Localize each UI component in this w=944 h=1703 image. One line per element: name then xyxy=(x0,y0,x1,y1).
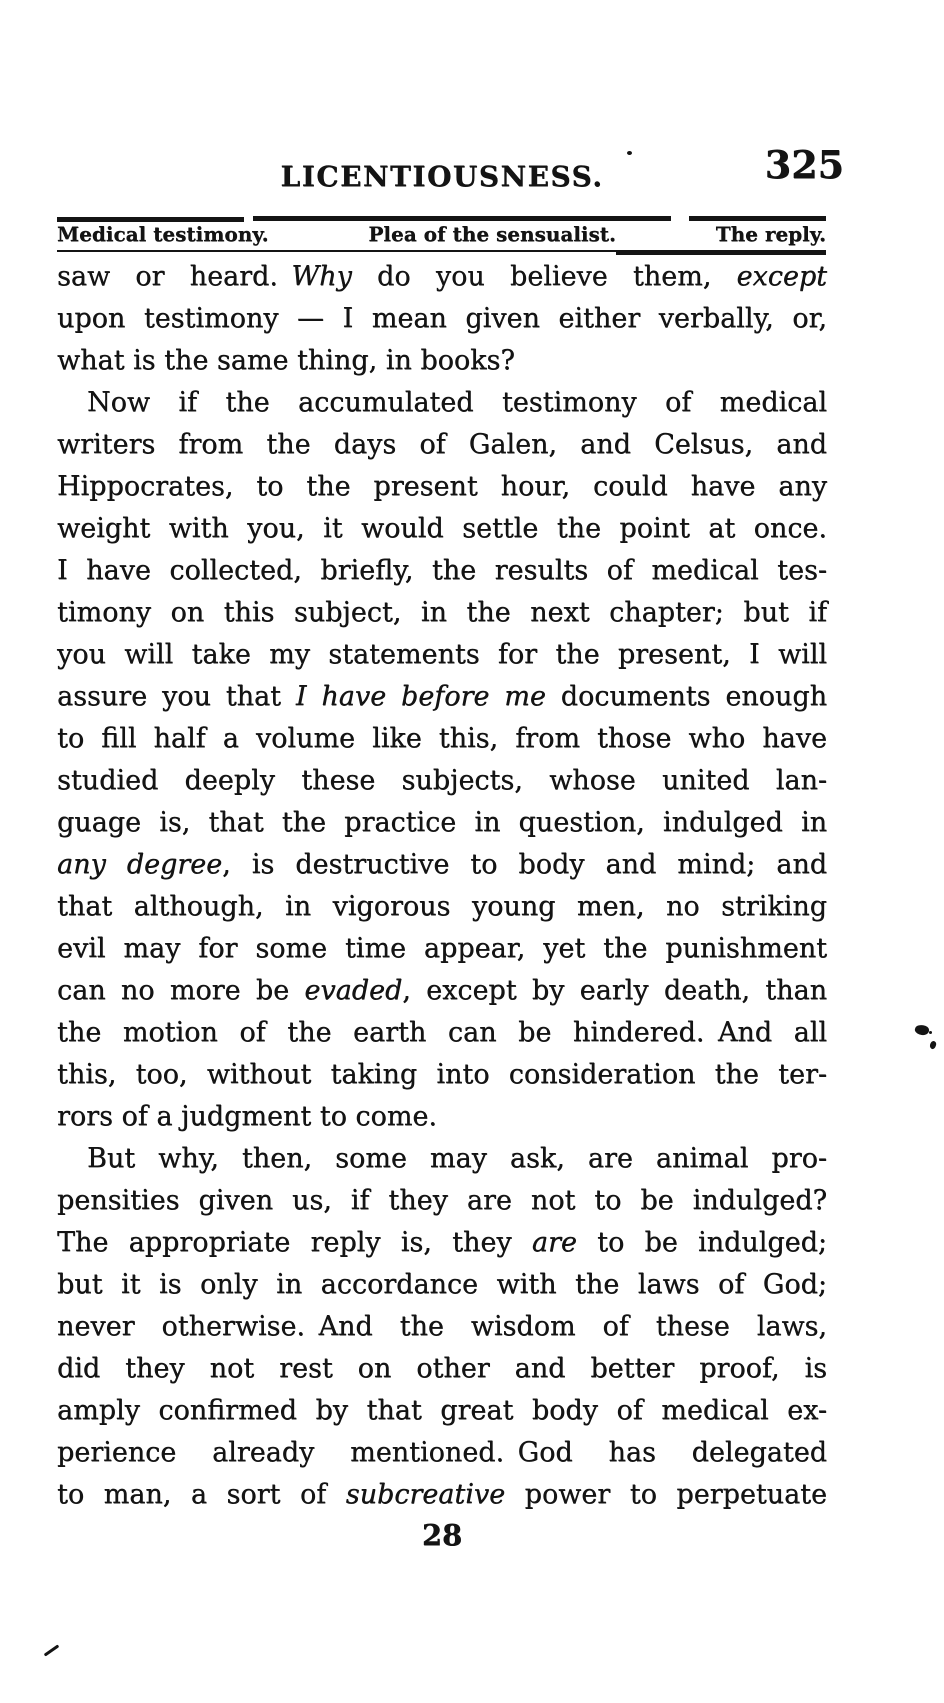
column-headers-row xyxy=(57,222,826,246)
body-text-line xyxy=(57,1390,827,1432)
body-text-italic-segment: any degree xyxy=(57,849,223,880)
body-text-line xyxy=(57,382,827,424)
body-text-segment: rors of a judgment to come. xyxy=(57,1101,437,1132)
body-text-segment: I have collected, briefly, the results of medical tes- xyxy=(57,555,827,586)
body-text-line xyxy=(57,1222,827,1264)
body-text-italic-segment: I have before me xyxy=(295,681,546,712)
body-text-segment: this, too, without taking into consideration the ter- xyxy=(57,1059,827,1090)
body-text-line xyxy=(57,718,827,760)
body-text-line xyxy=(57,466,827,508)
body-text-line xyxy=(57,1012,827,1054)
signature-mark: 28 xyxy=(421,1518,463,1552)
body-text-segment: But why, then, some may ask, are animal pro- xyxy=(87,1143,827,1174)
body-text-segment: weight with you, it would settle the point at once. xyxy=(57,513,827,544)
body-text-line xyxy=(57,1138,827,1180)
body-text-segment: the motion of the earth can be hindered. And all xyxy=(57,1017,827,1048)
body-text-segment: do you believe them, xyxy=(351,261,737,292)
body-text-segment: to man, a sort of xyxy=(57,1479,346,1510)
body-text-line xyxy=(57,340,827,382)
ink-speck-blob-satellite xyxy=(929,1031,932,1034)
header-rule-top-segment xyxy=(689,216,826,221)
header-rule-bottom-heavy-segment xyxy=(616,251,826,255)
column-header-plea-of-sensualist: Plea of the sensualist. xyxy=(368,222,616,246)
body-text-line xyxy=(57,1096,827,1138)
body-text-line xyxy=(57,928,827,970)
body-text-segment: guage is, that the practice in question, indulged in xyxy=(57,807,827,838)
body-text-line xyxy=(57,1432,827,1474)
header-rule-top-segment xyxy=(253,216,671,221)
body-text-segment: saw or heard. xyxy=(57,261,292,292)
body-text-line xyxy=(57,424,827,466)
ink-speck-blob xyxy=(914,1023,930,1037)
body-text-line xyxy=(57,592,827,634)
body-text-line xyxy=(57,1306,827,1348)
page-number: 325 xyxy=(764,142,844,187)
body-text-line xyxy=(57,550,827,592)
body-text-italic-segment: Why xyxy=(291,261,352,292)
body-text-line xyxy=(57,1054,827,1096)
body-text-line xyxy=(57,886,827,928)
body-text-line xyxy=(57,844,827,886)
body-text-segment: The appropriate reply is, they xyxy=(57,1227,532,1258)
page-body-text xyxy=(57,256,827,1516)
body-text-line xyxy=(57,508,827,550)
body-text-line xyxy=(57,802,827,844)
body-text-segment: to fill half a volume like this, from those who have xyxy=(57,723,827,754)
column-header-the-reply: The reply. xyxy=(715,222,826,246)
body-text-segment: power to perpetuate xyxy=(505,1479,827,1510)
body-text-segment: never otherwise. And the wisdom of these laws, xyxy=(57,1311,827,1342)
body-text-line xyxy=(57,1348,827,1390)
body-text-segment: did they not rest on other and better proof, is xyxy=(57,1353,827,1384)
body-text-italic-segment: subcreative xyxy=(345,1479,506,1510)
body-text-segment: timony on this subject, in the next chapter; but if xyxy=(57,597,827,628)
body-text-segment: that although, in vigorous young men, no striking xyxy=(57,891,827,922)
body-text-segment: to be indulged; xyxy=(576,1227,827,1258)
body-text-line xyxy=(57,634,827,676)
body-text-segment: Hippocrates, to the present hour, could have any xyxy=(57,471,827,502)
body-text-segment: Now if the accumulated testimony of medical xyxy=(87,387,827,418)
body-text-segment: perience already mentioned. God has delegated xyxy=(57,1437,827,1468)
body-text-segment: assure you that xyxy=(57,681,296,712)
body-text-line xyxy=(57,1264,827,1306)
body-text-italic-segment: except xyxy=(736,261,827,292)
column-header-medical-testimony: Medical testimony. xyxy=(57,222,269,246)
running-title: LICENTIOUSNESS. xyxy=(280,160,604,193)
body-text-line xyxy=(57,1474,827,1516)
body-text-italic-segment: evaded xyxy=(304,975,403,1006)
body-text-segment: can no more be xyxy=(57,975,305,1006)
body-text-segment: but it is only in accordance with the laws of God; xyxy=(57,1269,827,1300)
body-text-line xyxy=(57,256,827,298)
body-text-segment: studied deeply these subjects, whose united lan- xyxy=(57,765,827,796)
ink-speck-small xyxy=(928,1040,937,1050)
body-text-segment: evil may for some time appear, yet the punishment xyxy=(57,933,827,964)
body-text-line xyxy=(57,1180,827,1222)
body-text-line xyxy=(57,760,827,802)
ink-speck-dot xyxy=(627,151,632,155)
body-text-segment: amply confirmed by that great body of medical ex- xyxy=(57,1395,827,1426)
body-text-segment: writers from the days of Galen, and Celsus, and xyxy=(57,429,827,460)
body-text-line xyxy=(57,970,827,1012)
body-text-segment: upon testimony — I mean given either verbally, or, xyxy=(57,303,827,334)
body-text-segment: , except by early death, than xyxy=(402,975,828,1006)
body-text-segment: you will take my statements for the present, I will xyxy=(57,639,827,670)
body-text-segment: documents enough xyxy=(545,681,828,712)
body-text-segment: what is the same thing, in books? xyxy=(57,345,515,376)
body-text-line xyxy=(57,298,827,340)
ink-slash-mark xyxy=(44,1644,60,1656)
body-text-segment: , is destructive to body and mind; and xyxy=(222,849,828,880)
body-text-segment: pensities given us, if they are not to be indulged? xyxy=(57,1185,827,1216)
body-text-line xyxy=(57,676,827,718)
body-text-italic-segment: are xyxy=(531,1227,577,1258)
